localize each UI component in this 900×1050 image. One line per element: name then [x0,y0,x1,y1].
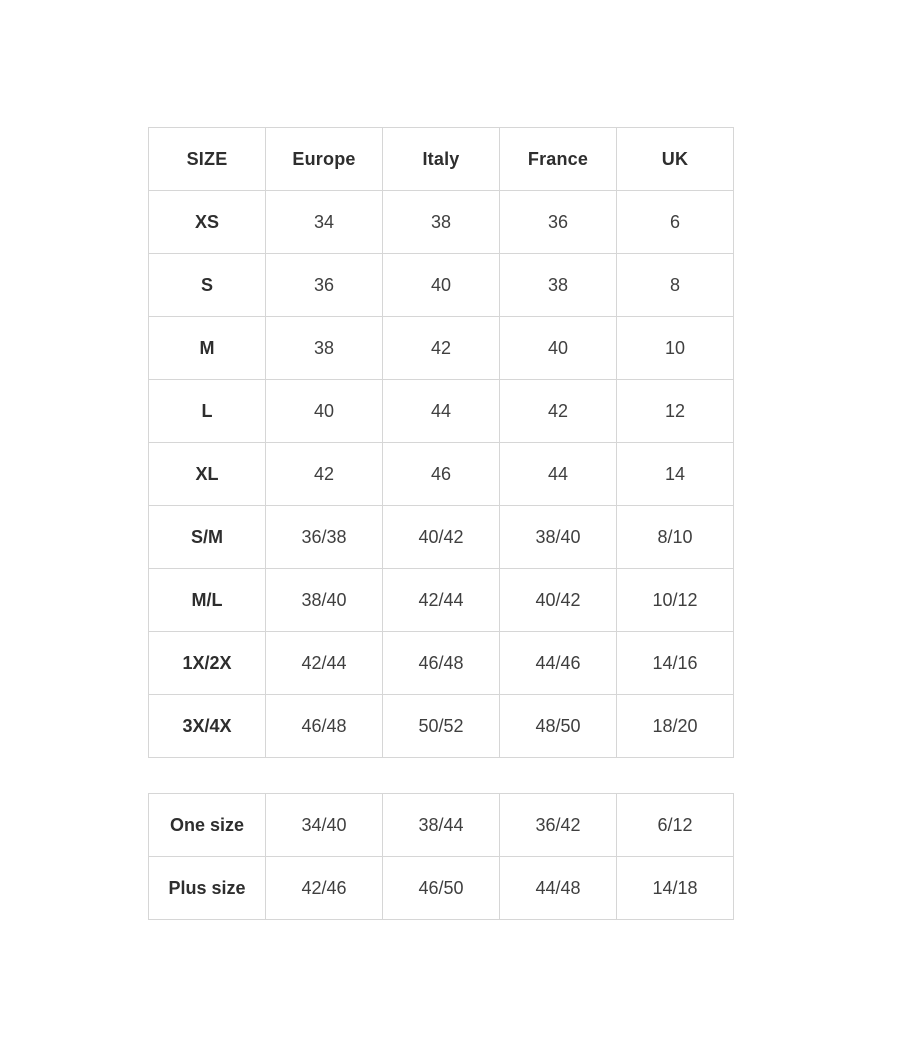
column-header-italy: Italy [383,128,500,191]
size-label-cell: M [149,317,266,380]
size-value-cell: 38 [383,191,500,254]
size-value-cell: 6 [617,191,734,254]
table-row [149,857,734,920]
size-value-cell: 10 [617,317,734,380]
size-value-cell: 40 [500,317,617,380]
size-chart-container [148,127,734,920]
size-value-cell: 44 [383,380,500,443]
size-value-cell: 42 [500,380,617,443]
size-value-cell: 36/38 [266,506,383,569]
size-value-cell: 34 [266,191,383,254]
table-row [149,632,734,695]
special-sizes-body [149,794,734,920]
size-value-cell: 40 [266,380,383,443]
table-row [149,695,734,758]
column-header-size: SIZE [149,128,266,191]
size-value-cell: 38 [266,317,383,380]
size-value-cell: 8 [617,254,734,317]
table-row [149,254,734,317]
size-value-cell: 14/18 [617,857,734,920]
header-row [149,128,734,191]
size-value-cell: 14 [617,443,734,506]
size-label-cell: XS [149,191,266,254]
size-table-header [149,128,734,191]
size-value-cell: 42 [383,317,500,380]
column-header-europe: Europe [266,128,383,191]
size-value-cell: 46/48 [266,695,383,758]
size-value-cell: 44/48 [500,857,617,920]
size-label-cell: XL [149,443,266,506]
column-header-uk: UK [617,128,734,191]
size-label-cell: 1X/2X [149,632,266,695]
table-row [149,569,734,632]
size-value-cell: 46/48 [383,632,500,695]
size-value-cell: 38/40 [500,506,617,569]
size-value-cell: 6/12 [617,794,734,857]
size-value-cell: 38/40 [266,569,383,632]
size-value-cell: 10/12 [617,569,734,632]
size-value-cell: 36 [266,254,383,317]
table-row [149,794,734,857]
size-label-cell: One size [149,794,266,857]
table-row [149,191,734,254]
size-value-cell: 8/10 [617,506,734,569]
size-value-cell: 44/46 [500,632,617,695]
size-label-cell: S/M [149,506,266,569]
size-value-cell: 14/16 [617,632,734,695]
size-value-cell: 44 [500,443,617,506]
size-value-cell: 42 [266,443,383,506]
table-row [149,506,734,569]
size-label-cell: 3X/4X [149,695,266,758]
size-value-cell: 40/42 [383,506,500,569]
size-label-cell: Plus size [149,857,266,920]
size-value-cell: 50/52 [383,695,500,758]
size-value-cell: 40/42 [500,569,617,632]
size-value-cell: 48/50 [500,695,617,758]
size-label-cell: M/L [149,569,266,632]
size-conversion-table [148,127,734,758]
special-sizes-table [148,793,734,920]
size-value-cell: 18/20 [617,695,734,758]
size-value-cell: 40 [383,254,500,317]
size-value-cell: 42/46 [266,857,383,920]
table-row [149,443,734,506]
size-value-cell: 36/42 [500,794,617,857]
size-value-cell: 46/50 [383,857,500,920]
size-value-cell: 42/44 [383,569,500,632]
table-row [149,380,734,443]
size-value-cell: 46 [383,443,500,506]
size-value-cell: 34/40 [266,794,383,857]
size-table-body [149,191,734,758]
size-label-cell: L [149,380,266,443]
size-value-cell: 38/44 [383,794,500,857]
table-gap [148,758,734,793]
table-row [149,317,734,380]
column-header-france: France [500,128,617,191]
size-value-cell: 12 [617,380,734,443]
size-value-cell: 36 [500,191,617,254]
size-value-cell: 42/44 [266,632,383,695]
size-value-cell: 38 [500,254,617,317]
size-label-cell: S [149,254,266,317]
